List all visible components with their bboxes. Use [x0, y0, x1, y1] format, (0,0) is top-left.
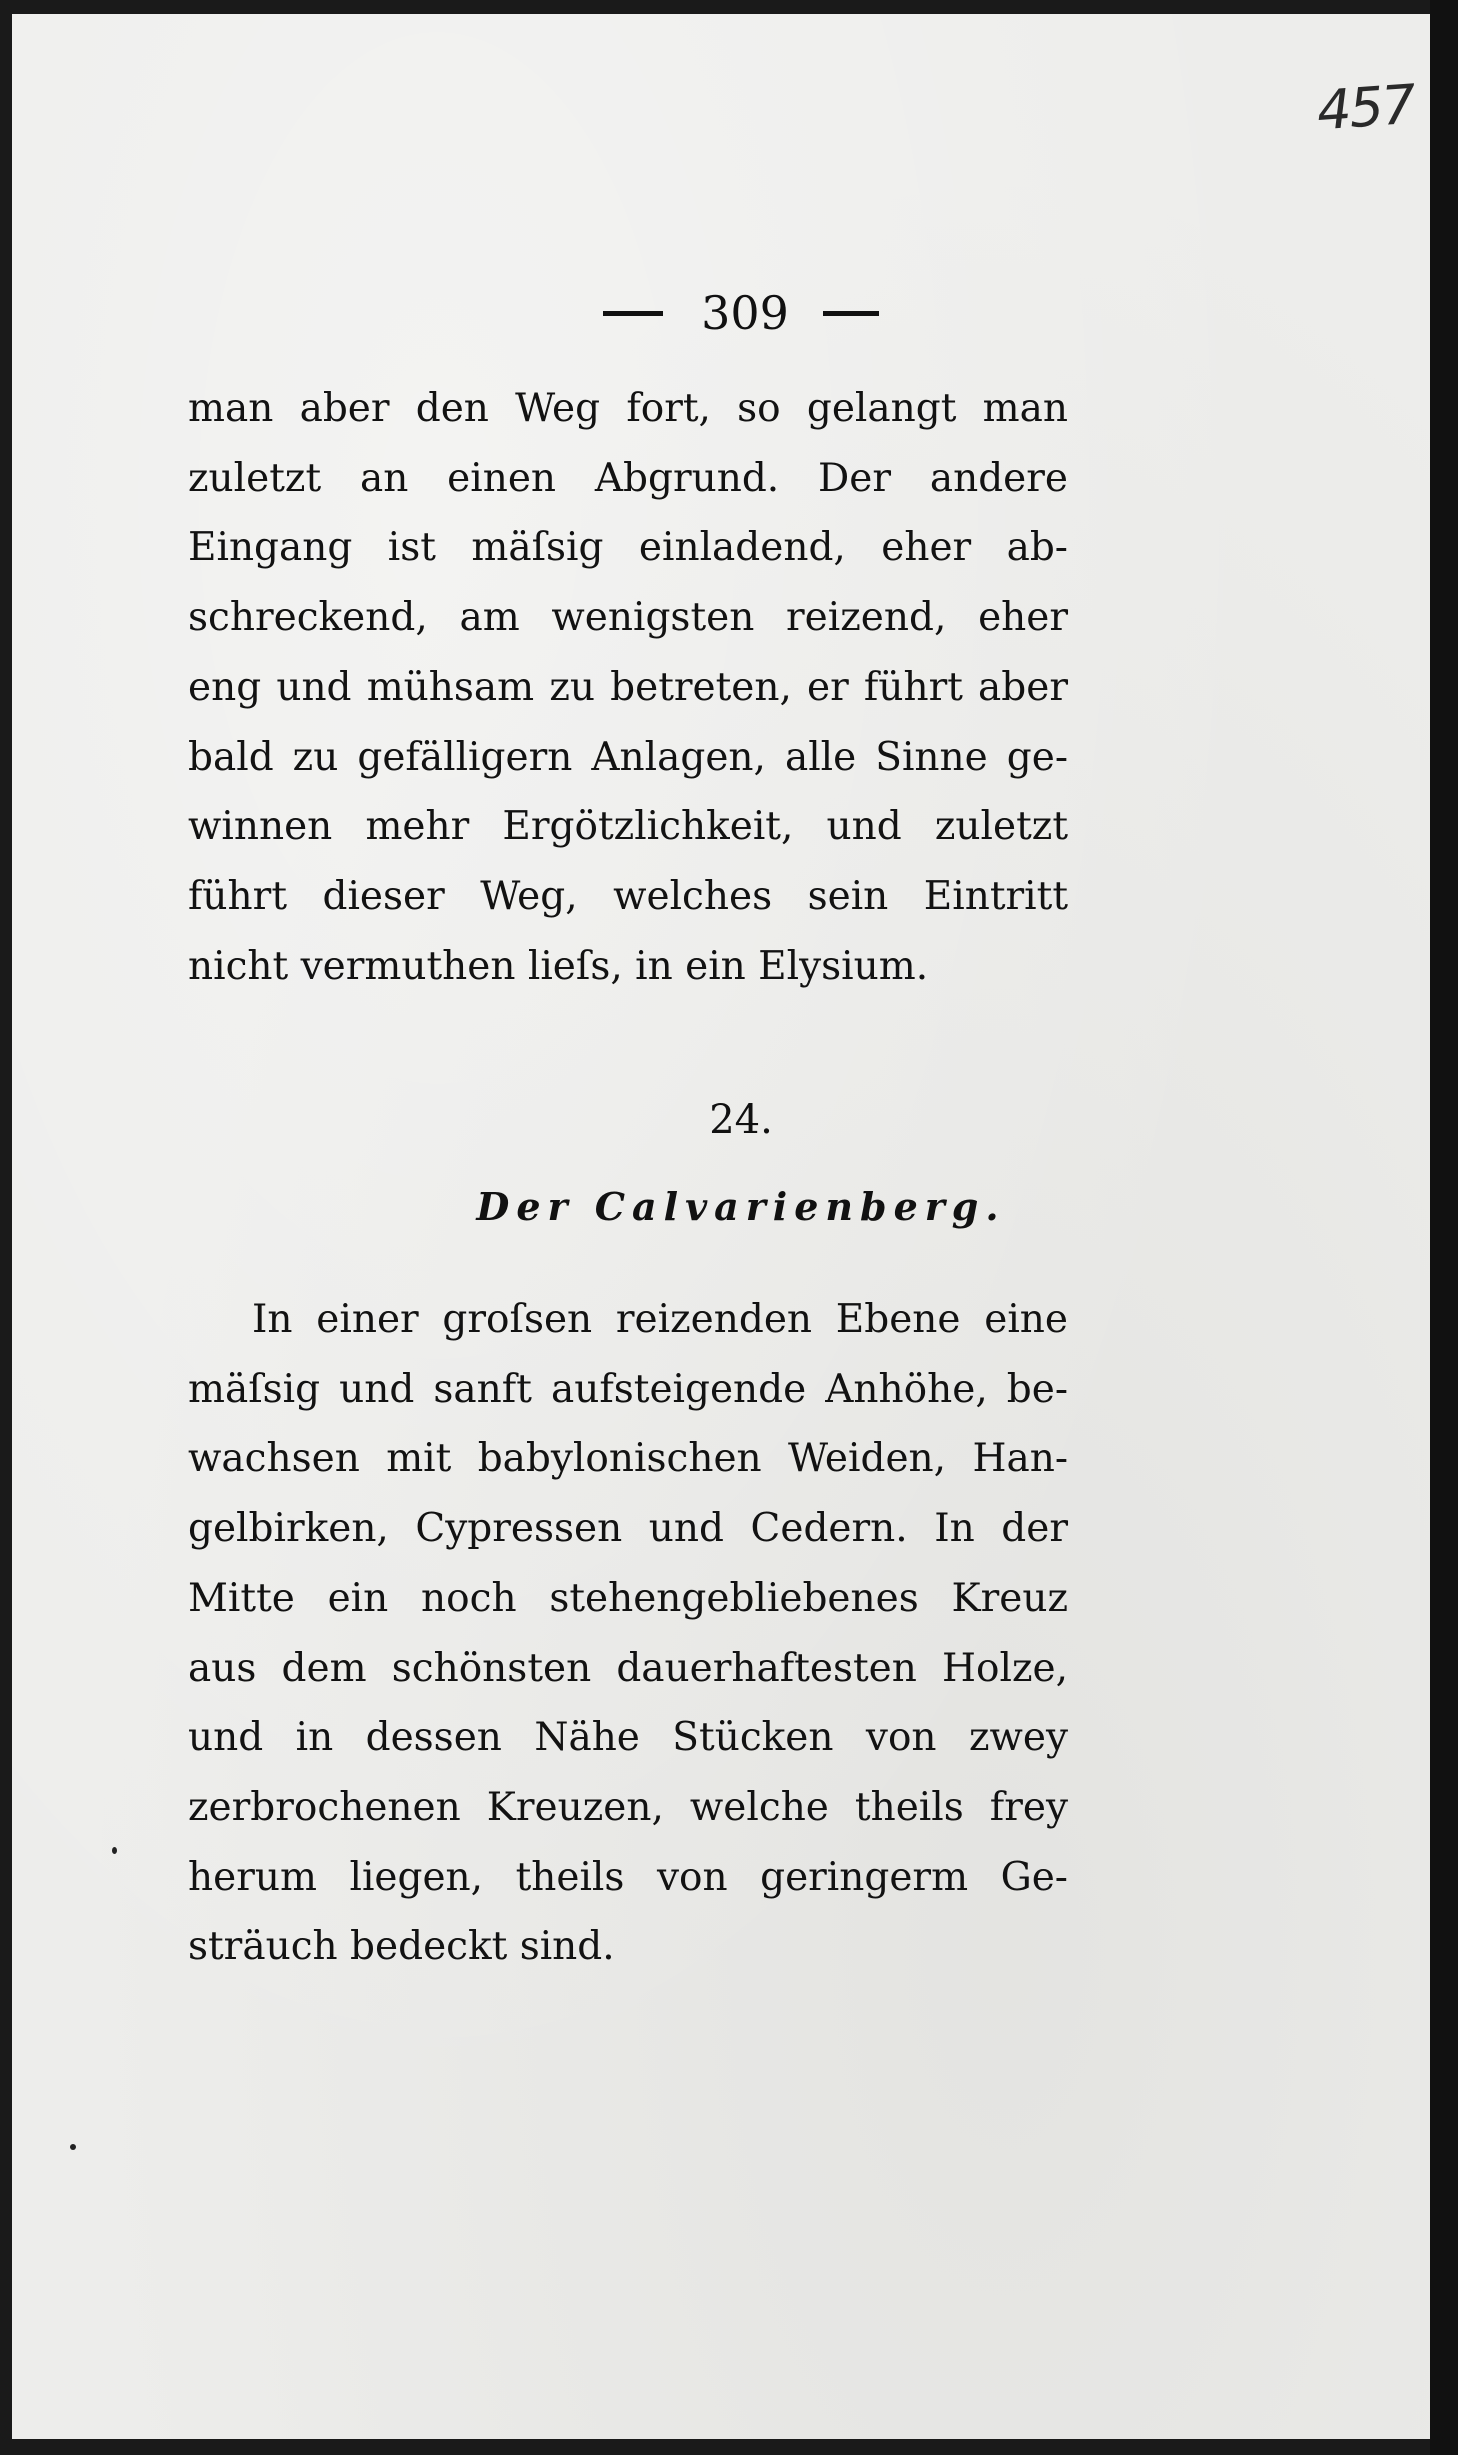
- text-line: man aber den Weg fort, so gelangt man: [188, 386, 1068, 431]
- ink-speck: [112, 1847, 117, 1854]
- text-line: mäſsig und sanft aufsteigende Anhöhe, be-: [188, 1366, 1068, 1412]
- text-line: eng und mühsam zu betreten, er führt aber: [188, 664, 1068, 710]
- page-number: 309: [701, 286, 789, 340]
- header-dash-right: [823, 311, 879, 316]
- text-line: führt dieser Weg, welches sein Eintritt: [188, 873, 1068, 919]
- text-line: Mitte ein noch stehengebliebenes Kreuz: [188, 1575, 1068, 1621]
- text-line: aus dem schönsten dauerhaftesten Holze,: [188, 1645, 1068, 1691]
- text-line: schreckend, am wenigsten reizend, eher: [188, 595, 1068, 641]
- page-header: [12, 282, 1458, 340]
- section-number: 24.: [709, 1097, 773, 1143]
- scan-edge: [1430, 0, 1458, 2455]
- text-line: gelbirken, Cypressen und Cedern. In der: [188, 1506, 1068, 1552]
- text-line: In einer groſsen reizenden Ebene eine: [252, 1297, 1068, 1342]
- section-title: Der Calvarienberg.: [476, 1184, 1006, 1229]
- text-line: und in dessen Nähe Stücken von zwey: [188, 1715, 1068, 1761]
- paragraph-continued: [188, 374, 1068, 1001]
- text-line: Eingang ist mäſsig einladend, eher ab-: [188, 525, 1068, 571]
- text-line: bald zu gefälligern Anlagen, alle Sinne ge-: [188, 734, 1068, 780]
- ink-speck: [70, 2144, 76, 2150]
- text-line: sträuch bedeckt sind.: [188, 1924, 615, 1970]
- paragraph-section-body: [188, 1285, 1068, 1982]
- header-dash-left: [603, 311, 663, 316]
- text-line: zuletzt an einen Abgrund. Der andere: [188, 455, 1068, 501]
- book-page: [12, 14, 1430, 2439]
- text-line: zerbrochenen Kreuzen, welche theils frey: [188, 1784, 1068, 1830]
- text-line: herum liegen, theils von geringerm Ge-: [188, 1854, 1068, 1900]
- text-line: nicht vermuthen lieſs, in ein Elysium.: [188, 943, 929, 989]
- text-line: wachsen mit babylonischen Weiden, Han-: [188, 1436, 1068, 1482]
- text-line: winnen mehr Ergötzlichkeit, und zuletzt: [188, 804, 1068, 850]
- handwritten-folio-number: 457: [1314, 72, 1417, 143]
